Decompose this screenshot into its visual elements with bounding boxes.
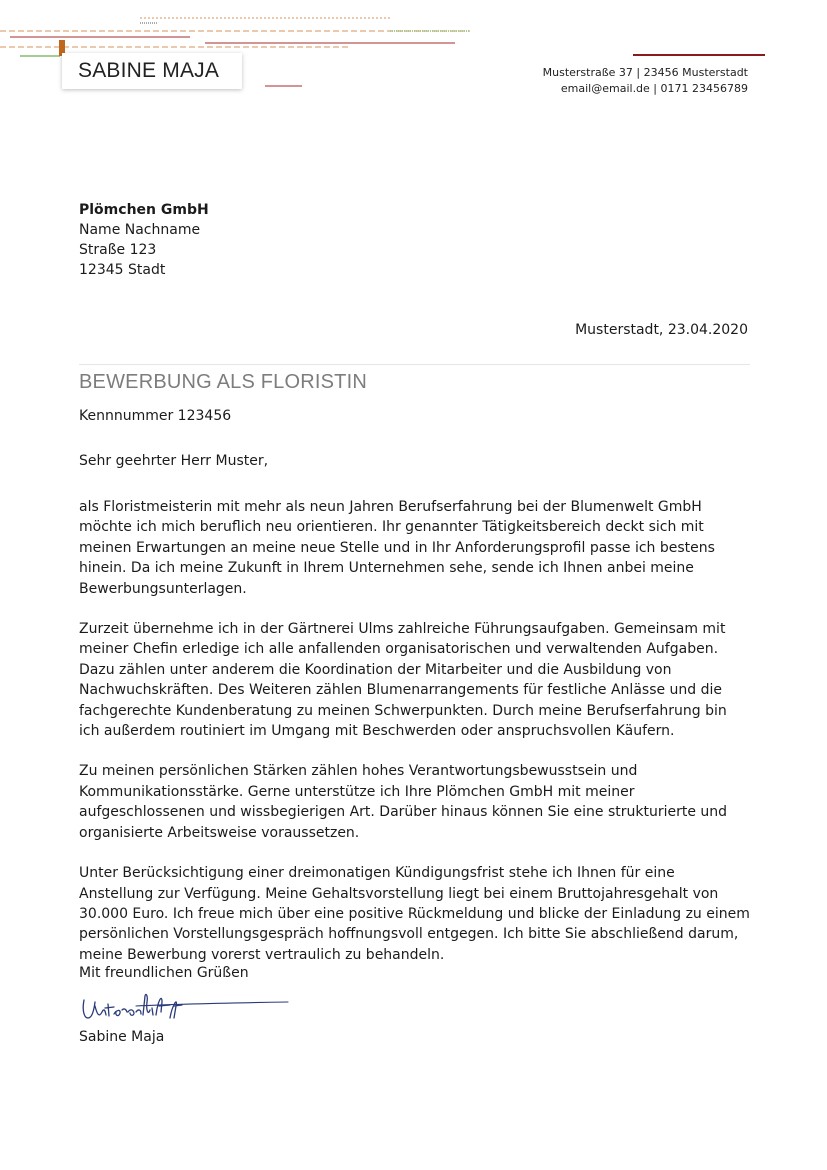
subject-divider <box>79 364 750 365</box>
body-paragraph: Zu meinen persönlichen Stärken zählen hohes Verantwortungsbewusstsein und Kommunikationsstärke. Gerne unterstütze ich Ihre Plömchen GmbH mit meiner aufgeschlossenen und wissbegierigen Art. Darüber hinaus können Sie eine strukturierte und organisierte Arbeitsweise voraussetzen. <box>79 763 728 841</box>
recipient-address <box>79 200 209 280</box>
body-paragraph: als Floristmeisterin mit mehr als neun Jahren Berufserfahrung bei der Blumenwelt GmbH möchte ich mich beruflich neu orientieren. Ihr genannter Tätigkeitsbereich deckt sich mit meinen Erwartungen an meine neue Stelle und in Ihr Anforderungsprofil passe ich bestens hinein. Da ich meine Zukunft in Ihrem Unternehmen sehe, sende ich Ihnen anbei meine Bewerbungsunterlagen. <box>79 499 715 597</box>
contact-address: Musterstraße 37 | 23456 Musterstadt <box>542 66 748 79</box>
recipient-company: Plömchen GmbH <box>79 202 209 218</box>
closing-phrase: Mit freundlichen Grüßen <box>79 965 249 981</box>
name-box <box>62 53 242 89</box>
signer-name: Sabine Maja <box>79 1029 165 1045</box>
contact-email-phone: email@email.de | 0171 23456789 <box>560 82 748 95</box>
recipient-name: Name Nachname <box>79 222 201 238</box>
letter-date: Musterstadt, 23.04.2020 <box>575 322 748 338</box>
reference-number: Kennnummer 123456 <box>79 408 232 424</box>
recipient-city: 12345 Stadt <box>79 262 166 278</box>
applicant-name: SABINE MAJA <box>78 59 220 82</box>
letter-body <box>79 497 750 985</box>
salutation: Sehr geehrter Herr Muster, <box>79 453 269 469</box>
body-paragraph: Unter Berücksichtigung einer dreimonatigen Kündigungsfrist stehe ich Ihnen für eine Anstellung zur Verfügung. Meine Gehaltsvorstellung liegt bei einem Bruttojahresgehalt von 30.000 Euro. Ich freue mich über eine positive Rückmeldung und blicke der Einladung zu einem persönlichen Vorstellungsgespräch hoffnungsvoll entgegen. Ich bitte Sie abschließend darum, meine Bewerbung vorerst vertraulich zu behandeln. <box>79 865 750 963</box>
letter-subject: BEWERBUNG ALS FLORISTIN <box>79 371 367 393</box>
recipient-street: Straße 123 <box>79 242 157 258</box>
contact-block <box>543 65 748 97</box>
body-paragraph: Zurzeit übernehme ich in der Gärtnerei Ulms zahlreiche Führungsaufgaben. Gemeinsam mit meiner Chefin erledige ich alle anfallenden organisatorischen und verwaltenden Aufgaben. Dazu zählen unter anderem die Koordination der Mitarbeiter und die Ausbildung von Nachwuchskräften. Des Weiteren zählen Blumenarrangements für festliche Anlässe und die fachgerechte Kundenberatung zu meinen Schwerpunkten. Durch meine Berufserfahrung bin ich außerdem routiniert im Umgang mit Beschwerden oder anspruchsvollen Käufern. <box>79 621 727 740</box>
